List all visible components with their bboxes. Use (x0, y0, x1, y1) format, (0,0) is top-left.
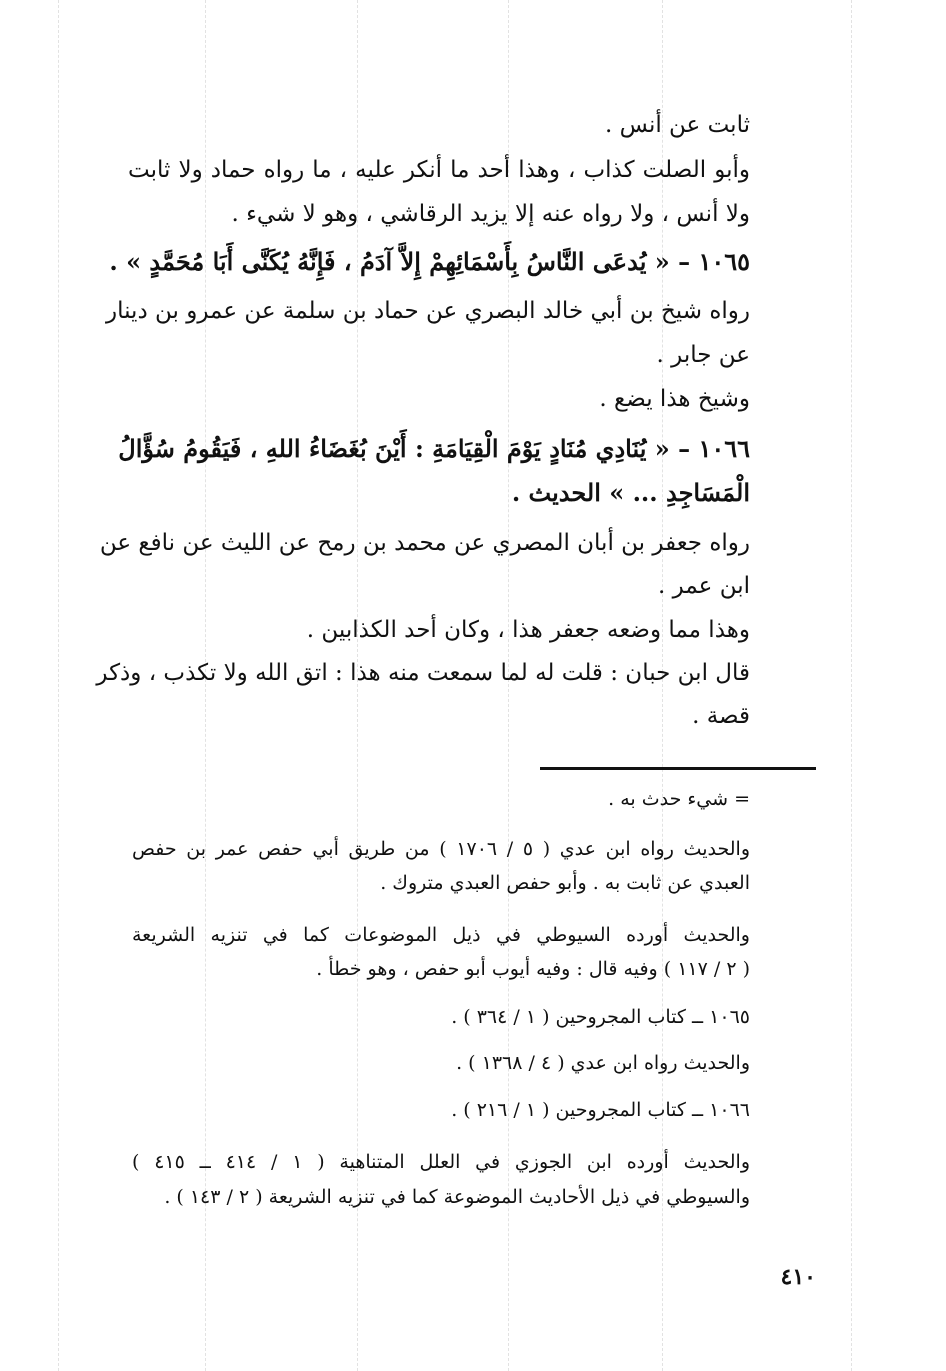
main-text-line: وهذا مما وضعه جعفر هذا ، وكان أحد الكذابين . (306, 617, 750, 643)
main-text-line: ولا أنس ، ولا رواه عنه إلا يزيد الرقاشي ، وهو لا شيء . (231, 201, 750, 227)
footnote-line: والحديث أورده ابن الجوزي في العلل المتناهية ( ١ / ٤١٤ ــ ٤١٥ ) (132, 1151, 750, 1173)
hadith-heading-1065: ١٠٦٥ – « يُدعَى النَّاسُ بِأَسْمَائِهِمْ إِلاَّ آدَمُ ، فَإِنَّهُ يُكَنَّى أَبَا مُحَمَّدٍ » . (109, 247, 750, 276)
main-text-line: وأبو الصلت كذاب ، وهذا أحد ما أنكر عليه ، ما رواه حماد ولا ثابت (128, 157, 750, 183)
main-text-line: عن جابر . (656, 342, 750, 368)
footnote-line: والحديث رواه ابن عدي ( ٤ / ١٣٦٨ ) . (456, 1052, 750, 1074)
main-text-line: رواه شيخ بن أبي خالد البصري عن حماد بن سلمة عن عمرو بن دينار (106, 298, 750, 324)
footnote-line: ( ٢ / ١١٧ ) وفيه قال : وفيه أيوب أبو حفص ، وهو خطأ . (316, 958, 750, 980)
footnote-line: العبدي عن ثابت به . وأبو حفص العبدي متروك . (380, 872, 750, 894)
main-text-line: وشيخ هذا يضع . (599, 386, 750, 412)
scan-guide-line (58, 0, 59, 1371)
footnote-ref-1065: ١٠٦٥ ــ كتاب المجروحين ( ١ / ٣٦٤ ) . (451, 1006, 750, 1028)
page-number: ٤١٠ (780, 1264, 816, 1290)
hadith-heading-1066-cont: الْمَسَاجِدِ ... » الحديث . (511, 478, 750, 507)
scan-guide-line (851, 0, 852, 1371)
main-text-line: قال ابن حبان : قلت له لما سمعت منه هذا : اتق الله ولا تكذب ، وذكر (96, 660, 750, 686)
footnote-line: والحديث أورده السيوطي في ذيل الموضوعات كما في تنزيه الشريعة (132, 924, 750, 946)
footnote-line: والسيوطي في ذيل الأحاديث الموضوعة كما في تنزيه الشريعة ( ٢ / ١٤٣ ) . (164, 1186, 750, 1208)
main-text-line: ابن عمر . (658, 573, 750, 599)
main-text-line: قصة . (692, 703, 750, 729)
main-text-line: رواه جعفر بن أبان المصري عن محمد بن رمح عن الليث عن نافع عن (99, 530, 750, 556)
main-text-line: ثابت عن أنس . (605, 112, 750, 138)
footnote-ref-1066: ١٠٦٦ ــ كتاب المجروحين ( ١ / ٢١٦ ) . (451, 1099, 750, 1121)
footnote-separator (540, 767, 816, 770)
hadith-heading-1066: ١٠٦٦ – « يُنَادِي مُنَادٍ يَوْمَ الْقِيَامَةِ : أَيْنَ بُغَضَاءُ اللهِ ، فَيَقُومُ سُؤَّالُ (118, 434, 750, 463)
footnote-line: والحديث رواه ابن عدي ( ٥ / ١٧٠٦ ) من طريق أبي حفص عمر بن حفص (132, 838, 750, 860)
footnote-line: = شيء حدث به . (608, 788, 750, 810)
